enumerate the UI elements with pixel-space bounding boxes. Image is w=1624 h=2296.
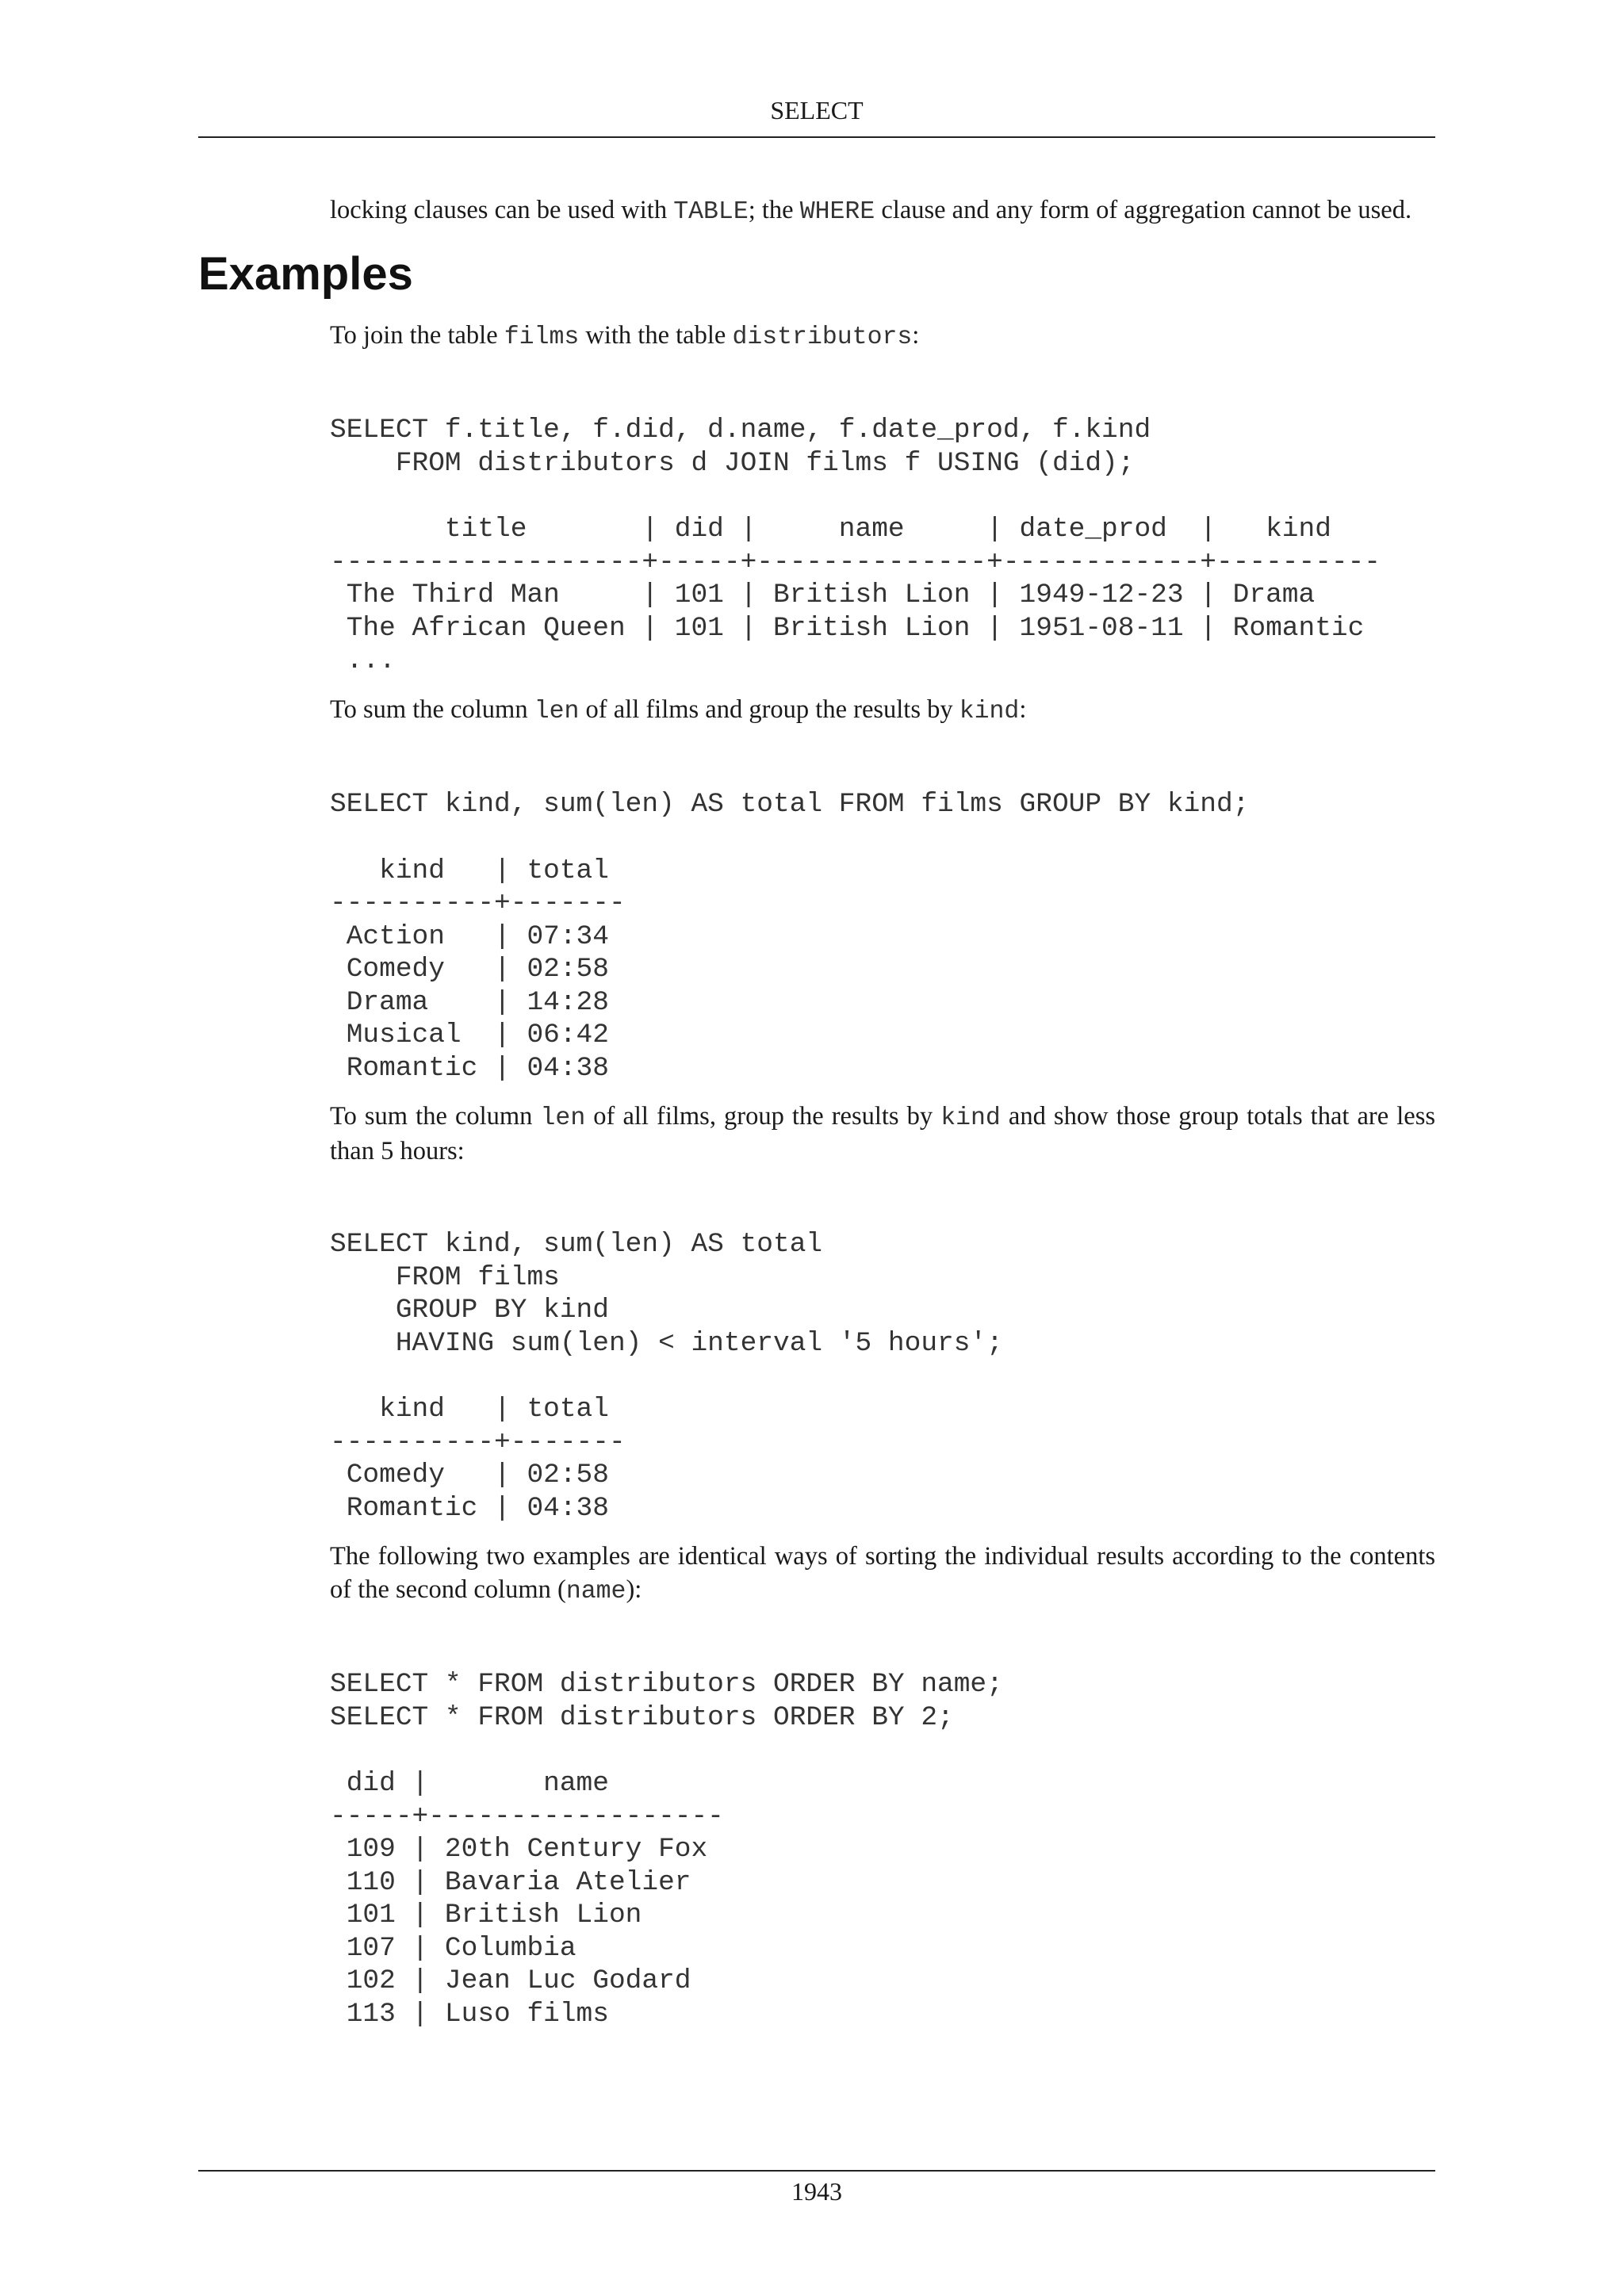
- example-2-result: kind | total ----------+------- Action | 07:34 Comedy | 02:58 Drama | 14:28 Musical | 06:42 Romantic | 04:38: [330, 855, 626, 1084]
- example-3-result: kind | total ----------+------- Comedy | 02:58 Romantic | 04:38: [330, 1394, 626, 1524]
- intro-paragraph: [330, 194, 1435, 229]
- code-where: WHERE: [799, 198, 875, 226]
- example-2-description: [330, 694, 1435, 729]
- example-4-query: SELECT * FROM distributors ORDER BY name; SELECT * FROM distributors ORDER BY 2;: [330, 1669, 1003, 1733]
- code-len: len: [534, 697, 580, 725]
- example-4-text-1: The following two examples are identical ways of sorting the individual results according to the contents of the second column (: [330, 1542, 1435, 1604]
- code-distributors: distributors: [732, 323, 913, 351]
- example-1-description: [330, 320, 1435, 354]
- intro-text-2: ; the: [748, 196, 800, 224]
- example-1-text-2: with the table: [579, 320, 733, 350]
- code-kind: kind: [959, 697, 1020, 725]
- footer-rule: [198, 2170, 1435, 2172]
- page-number: 1943: [791, 2177, 842, 2206]
- example-2-text-1: To sum the column: [330, 695, 534, 724]
- running-header: SELECT: [770, 96, 864, 124]
- example-3-text-3: and show those group totals that are less than 5 hours:: [330, 1102, 1435, 1165]
- example-1-query: SELECT f.title, f.did, d.name, f.date_prod, f.kind FROM distributors d JOIN films f USING (did);: [330, 415, 1151, 479]
- code-kind: kind: [940, 1104, 1001, 1132]
- example-2-text-2: of all films and group the results by: [579, 695, 959, 724]
- example-3-query: SELECT kind, sum(len) AS total FROM films GROUP BY kind HAVING sum(len) < interval '5 hours';: [330, 1229, 1003, 1359]
- example-1-text-3: :: [912, 320, 920, 350]
- example-4-text-2: ):: [626, 1575, 642, 1604]
- header-rule: [198, 136, 1435, 138]
- example-1-text-1: To join the table: [330, 320, 504, 350]
- example-3-text-2: of all films, group the results by: [585, 1102, 941, 1131]
- code-table: TABLE: [673, 198, 749, 226]
- example-4-description: [330, 1540, 1435, 1608]
- example-2-text-3: :: [1019, 695, 1027, 724]
- code-len: len: [540, 1104, 586, 1132]
- example-2-query: SELECT kind, sum(len) AS total FROM films GROUP BY kind;: [330, 789, 1250, 820]
- example-4-result: did | name -----+------------------ 109 | 20th Century Fox 110 | Bavaria Atelier 101 | British Lion 107 | Columbia 102 | Jean Luc Godard 113 | Luso films: [330, 1768, 724, 2030]
- example-3-description: [330, 1100, 1435, 1168]
- code-name: name: [565, 1577, 626, 1605]
- code-films: films: [504, 323, 580, 351]
- intro-text-1: locking clauses can be used with: [330, 196, 674, 224]
- page-content: [0, 194, 1624, 2030]
- example-3-text-1: To sum the column: [330, 1102, 541, 1131]
- section-heading-examples: Examples: [198, 247, 413, 300]
- intro-text-3: clause and any form of aggregation cannot be used.: [875, 196, 1412, 224]
- example-1-result: title | did | name | date_prod | kind -------------------+-----+--------------+------------+---------- The Third Man | 101 | British Lion | 1949-12-23 | Drama The African Queen | 101 | British Lion | 1951-08-11 | Romantic ...: [330, 514, 1381, 676]
